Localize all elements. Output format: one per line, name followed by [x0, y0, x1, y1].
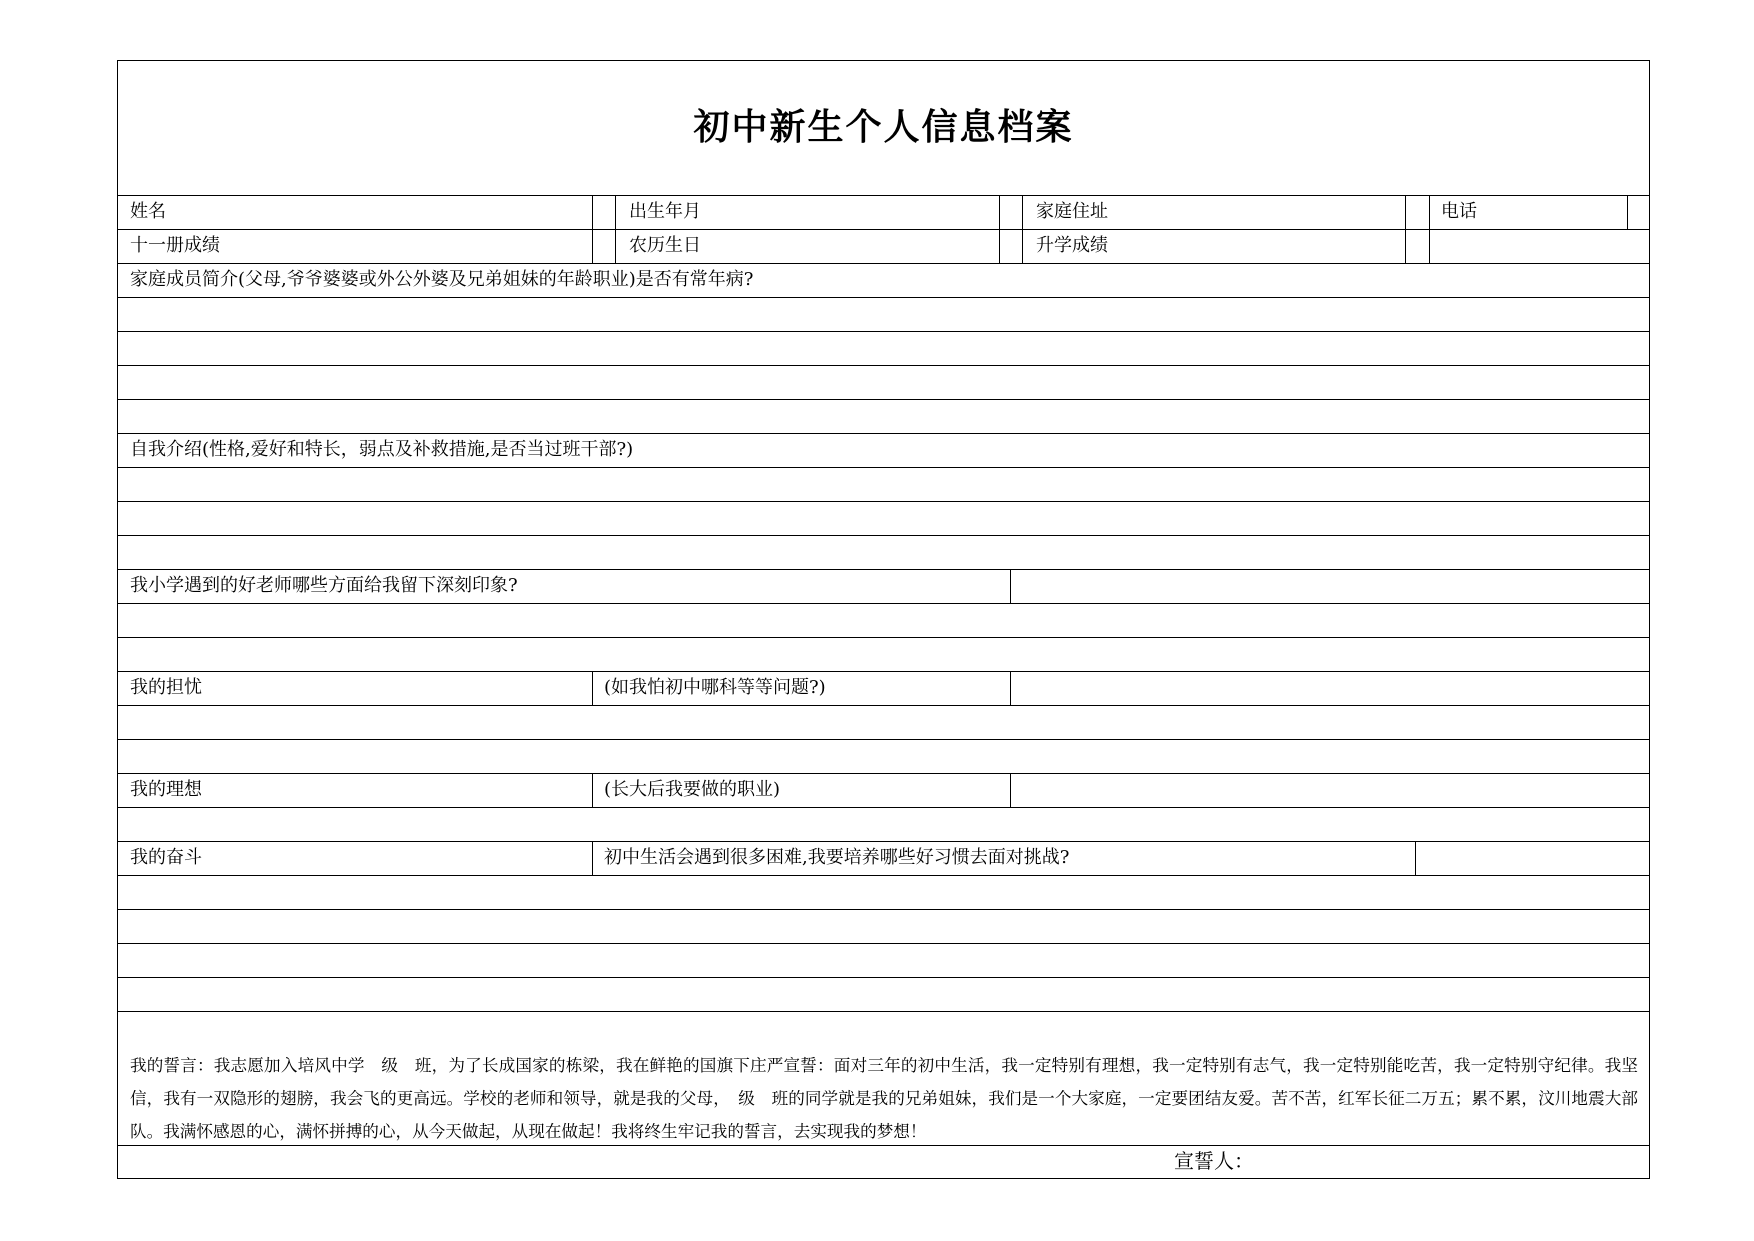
row-divider	[118, 637, 1649, 638]
row-divider	[118, 841, 1649, 842]
phone-label: 电话	[1441, 201, 1477, 222]
form-title: 初中新生个人信息档案	[693, 106, 1074, 148]
column-divider	[1010, 671, 1011, 705]
grades-label: 十一册成绩	[130, 235, 220, 256]
self-intro-label: 自我介绍(性格,爱好和特长，弱点及补救措施,是否当过班干部?)	[130, 439, 634, 460]
row-divider	[118, 603, 1649, 604]
row-divider	[118, 195, 1649, 196]
oath-text: 我的誓言：我志愿加入培风中学 级 班，为了长成国家的栋梁，我在鲜艳的国旗下庄严宣誓：面对三年的初中生活，我一定特别有理想，我一定特别有志气，我一定特别能吃苦，我一定特别守纪律。我坚信，我有一双隐形的翅膀，我会飞的更高远。学校的老师和领导，就是我的父母， 级 班的同学就是我的兄弟姐妹，我们是一个大家庭，一定要团结友爱。苦不苦，红军长征二万五；累不累，汶川地震大部队。我满怀感恩的心，满怀拼搏的心，从今天做起，从现在做起！我将终生牢记我的誓言，去实现我的梦想！	[130, 1056, 1638, 1141]
struggle-label: 我的奋斗	[130, 847, 202, 868]
row-divider	[118, 807, 1649, 808]
column-divider	[1429, 195, 1430, 263]
column-divider	[1405, 195, 1406, 263]
column-divider	[1010, 569, 1011, 603]
column-divider	[999, 195, 1000, 263]
column-divider	[1022, 195, 1023, 263]
column-divider	[615, 195, 616, 263]
ideal-hint: (长大后我要做的职业)	[604, 779, 781, 800]
struggle-hint: 初中生活会遇到很多困难,我要培养哪些好习惯去面对挑战?	[604, 847, 1070, 868]
row-divider	[118, 365, 1649, 366]
row-divider	[118, 705, 1649, 706]
row-divider	[118, 229, 1649, 230]
row-divider	[118, 671, 1649, 672]
row-divider	[118, 297, 1649, 298]
column-divider	[1010, 773, 1011, 807]
lunar-birthday-label: 农历生日	[629, 235, 701, 256]
column-divider	[592, 195, 593, 263]
worry-label: 我的担忧	[130, 677, 202, 698]
row-divider	[118, 977, 1649, 978]
student-info-form	[117, 60, 1650, 1179]
row-divider	[118, 569, 1649, 570]
row-divider	[118, 909, 1649, 910]
row-divider	[118, 467, 1649, 468]
signer-label: 宣誓人：	[1174, 1149, 1254, 1173]
family-label: 家庭成员简介(父母,爷爷婆婆或外公外婆及兄弟姐妹的年龄职业)是否有常年病?	[130, 269, 754, 290]
address-label: 家庭住址	[1036, 201, 1108, 222]
row-divider	[118, 501, 1649, 502]
row-divider	[118, 1011, 1649, 1012]
row-divider	[118, 943, 1649, 944]
column-divider	[592, 841, 593, 875]
row-divider	[118, 399, 1649, 400]
ideal-label: 我的理想	[130, 779, 202, 800]
column-divider	[592, 671, 593, 705]
row-divider	[118, 331, 1649, 332]
row-divider	[118, 739, 1649, 740]
birth-label: 出生年月	[629, 201, 701, 222]
teacher-label: 我小学遇到的好老师哪些方面给我留下深刻印象?	[130, 575, 518, 596]
name-label: 姓名	[130, 201, 166, 222]
entrance-score-label: 升学成绩	[1036, 235, 1108, 256]
column-divider	[592, 773, 593, 807]
row-divider	[118, 263, 1649, 264]
row-divider	[118, 773, 1649, 774]
row-divider	[118, 535, 1649, 536]
column-divider	[1415, 841, 1416, 875]
row-divider	[118, 875, 1649, 876]
row-divider	[118, 433, 1649, 434]
worry-hint: (如我怕初中哪科等等问题?)	[604, 677, 826, 698]
column-divider	[1627, 195, 1628, 229]
